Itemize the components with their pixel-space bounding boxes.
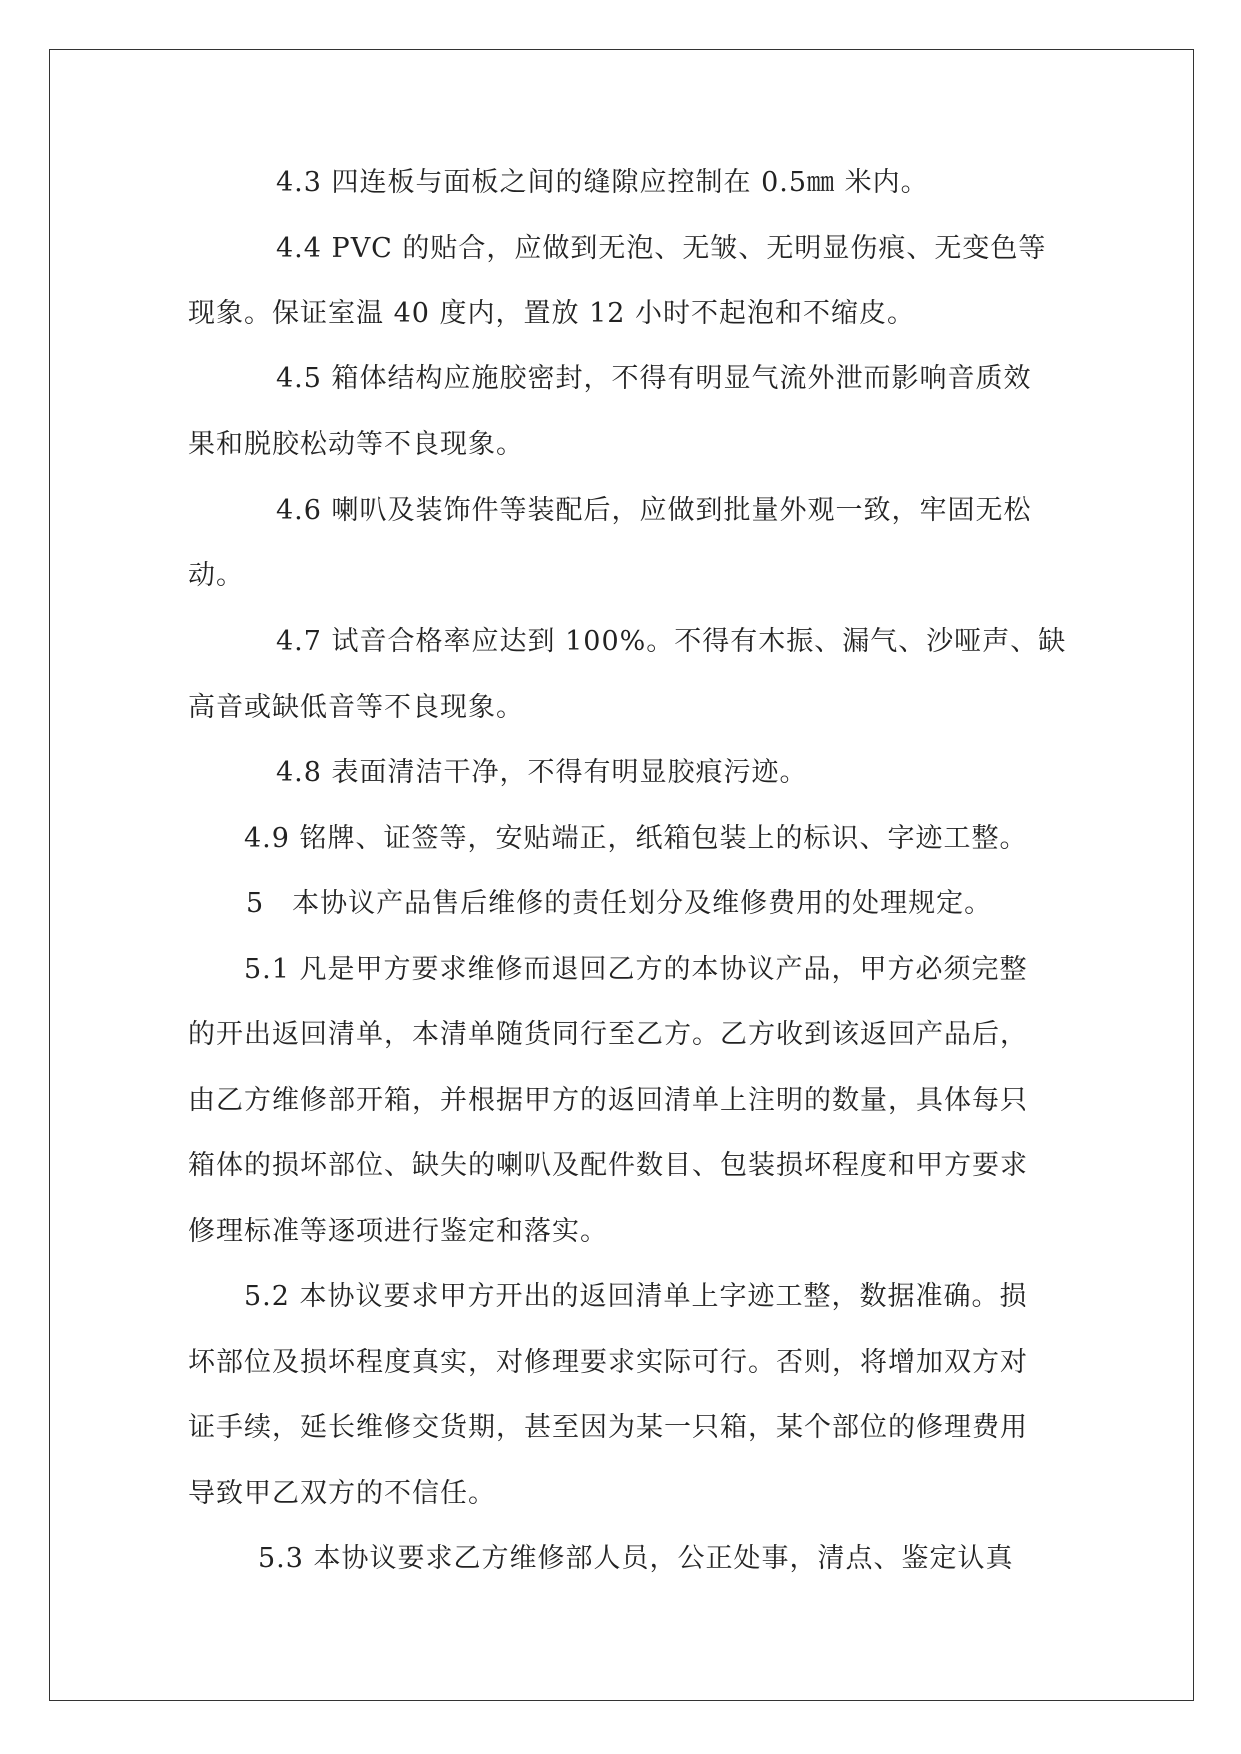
- text-line: 证手续，延长维修交货期，甚至因为某一只箱，某个部位的修理费用: [188, 1412, 1028, 1443]
- text-line: 5 本协议产品售后维修的责任划分及维修费用的处理规定。: [246, 888, 993, 919]
- text-line: 由乙方维修部开箱，并根据甲方的返回清单上注明的数量，具体每只: [188, 1085, 1028, 1116]
- text-line: 5.2 本协议要求甲方开出的返回清单上字迹工整，数据准确。损: [244, 1281, 1028, 1312]
- text-line: 的开出返回清单，本清单随货同行至乙方。乙方收到该返回产品后，: [188, 1019, 1028, 1050]
- text-line: 4.3 四连板与面板之间的缝隙应控制在 0.5㎜ 米内。: [276, 167, 929, 198]
- text-line: 4.5 箱体结构应施胶密封，不得有明显气流外泄而影响音质效: [276, 363, 1032, 394]
- text-line: 高音或缺低音等不良现象。: [188, 692, 524, 723]
- text-line: 5.1 凡是甲方要求维修而退回乙方的本协议产品，甲方必须完整: [244, 954, 1028, 985]
- text-line: 4.7 试音合格率应达到 100%。不得有木振、漏气、沙哑声、缺: [276, 626, 1067, 657]
- text-line: 箱体的损坏部位、缺失的喇叭及配件数目、包装损坏程度和甲方要求: [188, 1150, 1028, 1181]
- text-line: 现象。保证室温 40 度内，置放 12 小时不起泡和不缩皮。: [188, 298, 916, 329]
- text-line: 导致甲乙双方的不信任。: [188, 1478, 496, 1509]
- text-line: 5.3 本协议要求乙方维修部人员，公正处事，清点、鉴定认真: [258, 1543, 1014, 1574]
- text-line: 4.6 喇叭及装饰件等装配后，应做到批量外观一致，牢固无松: [276, 495, 1032, 526]
- text-line: 动。: [188, 560, 244, 591]
- text-line: 修理标准等逐项进行鉴定和落实。: [188, 1216, 608, 1247]
- text-line: 4.4 PVC 的贴合，应做到无泡、无皱、无明显伤痕、无变色等: [276, 233, 1047, 264]
- text-line: 果和脱胶松动等不良现象。: [188, 429, 524, 460]
- text-line: 坏部位及损坏程度真实，对修理要求实际可行。否则，将增加双方对: [188, 1347, 1028, 1378]
- text-line: 4.8 表面清洁干净，不得有明显胶痕污迹。: [276, 757, 808, 788]
- text-line: 4.9 铭牌、证签等，安贴端正，纸箱包装上的标识、字迹工整。: [244, 823, 1028, 854]
